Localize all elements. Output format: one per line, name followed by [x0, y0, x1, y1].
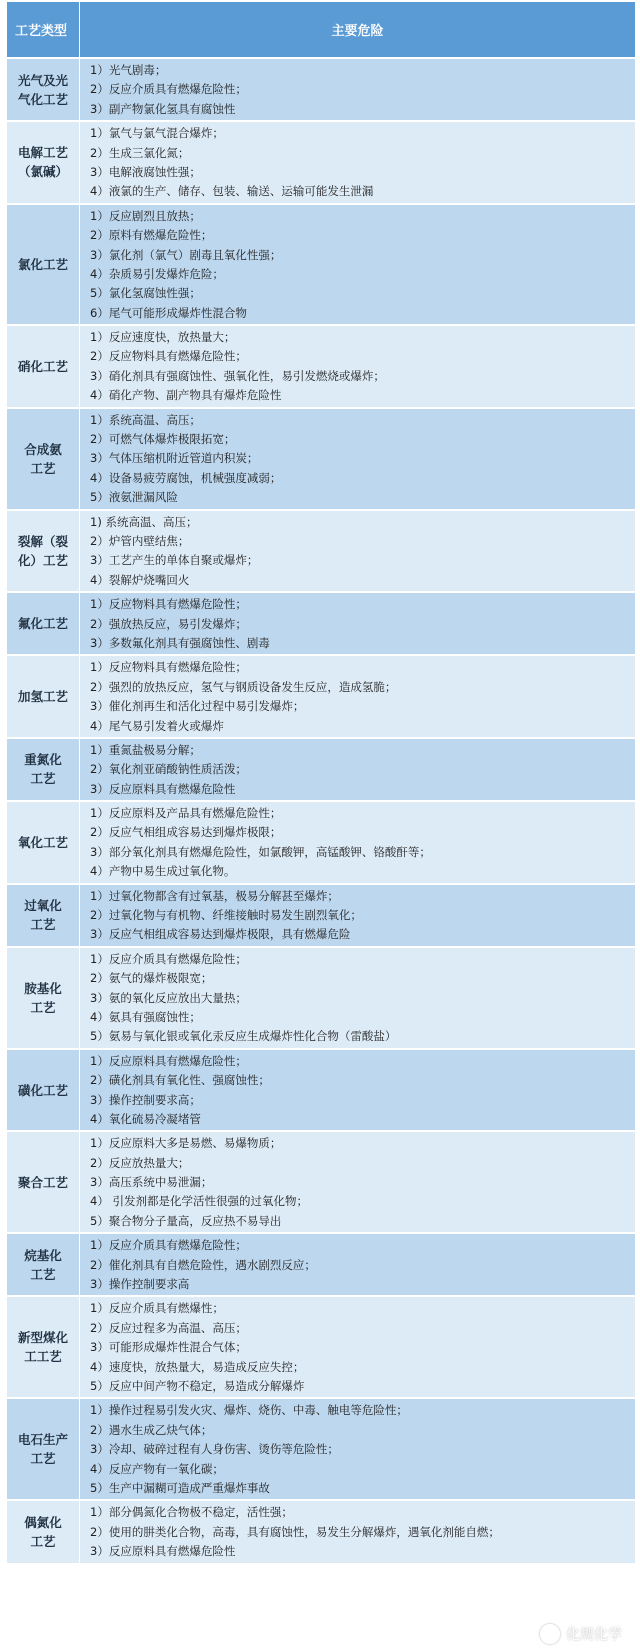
hazard-list — [80, 656, 635, 737]
hazard-item: 5）聚合物分子量高，反应热不易导出 — [90, 1213, 282, 1228]
hazard-item: 2）反应过程多为高温、高压； — [90, 1320, 247, 1335]
hazard-list — [80, 948, 635, 1048]
hazard-item: 2）过氧化物与有机物、纤维接触时易发生剧烈氧化； — [90, 908, 362, 923]
process-type-cell: 氟化工艺 — [7, 593, 80, 654]
hazard-list — [80, 122, 635, 203]
hazard-item: 5）氯化氢腐蚀性强； — [90, 286, 201, 301]
table-row — [7, 326, 635, 409]
hazard-list — [80, 802, 635, 883]
process-type-cell: 胺基化 工艺 — [7, 948, 80, 1048]
header-process-type: 工艺类型 — [7, 2, 80, 57]
hazard-item: 1）操作过程易引发火灾、爆炸、烧伤、中毒、触电等危险性； — [90, 1403, 408, 1418]
process-type-cell: 电石生产 工艺 — [7, 1399, 80, 1499]
process-type-cell: 过氧化 工艺 — [7, 885, 80, 946]
hazard-item: 4）产物中易生成过氧化物。 — [90, 864, 236, 879]
hazard-list — [80, 1234, 635, 1295]
hazard-list — [80, 59, 635, 120]
process-type-cell: 偶氮化 工艺 — [7, 1501, 80, 1562]
hazard-list — [80, 739, 635, 800]
hazard-item: 4）反应产物有一氧化碳； — [90, 1461, 224, 1476]
hazard-item: 4）裂解炉烧嘴回火 — [90, 572, 190, 587]
hazard-item: 3）气体压缩机附近管道内积炭； — [90, 451, 259, 466]
hazard-item: 5）氨易与氧化银或氧化汞反应生成爆炸性化合物（雷酸盐） — [90, 1029, 397, 1044]
process-type-cell: 聚合工艺 — [7, 1132, 80, 1232]
table-row — [7, 1501, 635, 1564]
hazard-item: 3）氯化剂（氯气）剧毒且氧化性强； — [90, 247, 282, 262]
hazard-item: 1）系统高温、高压； — [90, 412, 201, 427]
hazard-item: 2）催化剂具有自燃危险性，遇水剧烈反应； — [90, 1257, 316, 1272]
hazard-item: 2）反应放热量大； — [90, 1155, 190, 1170]
table-row — [7, 1399, 635, 1501]
hazard-item: 1）反应原料及产品具有燃爆危险性； — [90, 806, 282, 821]
process-type-cell: 裂解（裂 化）工艺 — [7, 511, 80, 592]
hazard-item: 1）反应介质具有燃爆危险性； — [90, 951, 247, 966]
process-type-cell: 新型煤化 工工艺 — [7, 1297, 80, 1397]
table-row — [7, 1132, 635, 1234]
hazard-list — [80, 205, 635, 324]
process-type-cell: 加氢工艺 — [7, 656, 80, 737]
hazard-item: 3）多数氟化剂具有强腐蚀性、剧毒 — [90, 635, 270, 650]
hazard-item: 2）氨气的爆炸极限宽； — [90, 971, 213, 986]
process-type-cell: 光气及光 气化工艺 — [7, 59, 80, 120]
hazard-item: 1）反应介质具有燃爆危险性； — [90, 1238, 247, 1253]
table-row — [7, 948, 635, 1050]
table-row — [7, 122, 635, 205]
process-type-cell: 氧化工艺 — [7, 802, 80, 883]
table-row — [7, 511, 635, 594]
table-row — [7, 1050, 635, 1133]
hazard-item: 3）工艺产生的单体自聚或爆炸； — [90, 553, 259, 568]
hazard-item: 2）反应气相组成容易达到爆炸极限； — [90, 825, 282, 840]
hazard-item: 4）氧化硫易冷凝堵管 — [90, 1111, 201, 1126]
hazard-item: 1）光气剧毒； — [90, 63, 167, 77]
hazard-item: 2）磺化剂具有氧化性、强腐蚀性； — [90, 1073, 270, 1088]
hazard-list — [80, 409, 635, 509]
hazard-item: 1）反应原料具有燃爆危险性； — [90, 1053, 247, 1068]
hazard-item: 3）高压系统中易泄漏； — [90, 1175, 213, 1190]
hazard-item: 1）氯气与氯气混合爆炸； — [90, 126, 224, 141]
hazard-item: 1）反应速度快，放热量大； — [90, 330, 236, 345]
process-type-cell: 烷基化 工艺 — [7, 1234, 80, 1295]
process-type-cell: 合成氨 工艺 — [7, 409, 80, 509]
hazard-item: 2）生成三氯化氮； — [90, 145, 190, 160]
hazard-item: 1）反应剧烈且放热； — [90, 208, 201, 223]
table-row — [7, 1234, 635, 1297]
hazard-item: 4） 引发剂都是化学活性很强的过氧化物； — [90, 1194, 308, 1209]
hazard-item: 2）原料有燃爆危险性； — [90, 228, 213, 243]
hazard-item: 1) 系统高温、高压； — [90, 514, 198, 529]
hazard-item: 2）强烈的放热反应，氢气与钢质设备发生反应，造成氢脆； — [90, 679, 397, 694]
hazard-list — [80, 1297, 635, 1397]
hazard-list — [80, 593, 635, 654]
hazard-list — [80, 1501, 635, 1562]
hazard-item: 4）液氯的生产、储存、包装、输送、运输可能发生泄漏 — [90, 184, 374, 199]
hazard-item: 1）过氧化物都含有过氧基，极易分解甚至爆炸； — [90, 888, 339, 903]
hazard-item: 5）反应中间产物不稳定，易造成分解爆炸 — [90, 1379, 305, 1393]
hazard-item: 5）液氨泄漏风险 — [90, 490, 178, 505]
hazard-item: 4）尾气易引发着火或爆炸 — [90, 718, 224, 733]
hazard-item: 3）反应气相组成容易达到爆炸极限，具有燃爆危险 — [90, 927, 351, 942]
hazard-item: 4）硝化产物、副产物具有爆炸危险性 — [90, 388, 282, 403]
hazard-item: 3）部分氧化剂具有燃爆危险性，如氯酸钾，高锰酸钾、铬酸酐等； — [90, 844, 431, 859]
hazard-item: 1）反应物料具有燃爆危险性； — [90, 660, 247, 675]
hazard-item: 3）可能形成爆炸性混合气体； — [90, 1340, 247, 1355]
hazard-list — [80, 1399, 635, 1499]
hazard-item: 4）氨具有强腐蚀性； — [90, 1009, 201, 1024]
hazard-item: 2）反应介质具有燃爆危险性； — [90, 82, 247, 97]
watermark-text: 化规化学 — [566, 1627, 622, 1643]
hazard-item: 3）冷却、破碎过程有人身伤害、烫伤等危险性； — [90, 1442, 339, 1457]
hazard-item: 1）部分偶氮化合物极不稳定，活性强； — [90, 1505, 293, 1520]
hazard-item: 2）遇水生成乙炔气体； — [90, 1422, 213, 1437]
table-row — [7, 656, 635, 739]
hazard-item: 3）催化剂再生和活化过程中易引发爆炸； — [90, 699, 305, 714]
hazard-list — [80, 326, 635, 407]
hazard-item: 3）反应原料具有燃爆危险性 — [90, 1544, 236, 1559]
hazard-item: 4）杂质易引发爆炸危险； — [90, 266, 224, 281]
hazard-list — [80, 885, 635, 946]
hazard-item: 4）设备易疲劳腐蚀，机械强度减弱； — [90, 470, 282, 485]
hazard-item: 3）操作控制要求高 — [90, 1277, 190, 1292]
hazard-item: 2）强放热反应，易引发爆炸； — [90, 616, 247, 631]
hazard-list — [80, 1132, 635, 1232]
table-row — [7, 59, 635, 122]
hazard-item: 3）副产物氯化氢具有腐蚀性 — [90, 101, 236, 116]
hazard-item: 1）重氮盐极易分解； — [90, 742, 201, 757]
table-row — [7, 205, 635, 326]
process-type-cell: 重氮化 工艺 — [7, 739, 80, 800]
process-type-cell: 电解工艺 （氯碱） — [7, 122, 80, 203]
hazard-item: 2）炉管内壁结焦； — [90, 533, 190, 548]
table-row — [7, 739, 635, 802]
hazard-item: 5）生产中漏糊可造成严重爆炸事故 — [90, 1480, 270, 1495]
hazard-item: 3）电解液腐蚀性强； — [90, 164, 201, 179]
hazard-item: 3）硝化剂具有强腐蚀性、强氧化性，易引发燃烧或爆炸； — [90, 368, 385, 383]
process-type-cell: 磺化工艺 — [7, 1050, 80, 1131]
hazard-item: 2）氧化剂亚硝酸钠性质活泼； — [90, 762, 247, 777]
hazard-item: 3）反应原料具有燃爆危险性 — [90, 781, 236, 796]
process-type-cell: 硝化工艺 — [7, 326, 80, 407]
table-row — [7, 1297, 635, 1399]
hazard-item: 2）反应物料具有燃爆危险性； — [90, 349, 247, 364]
process-type-cell: 氯化工艺 — [7, 205, 80, 324]
hazard-item: 3）氨的氧化反应放出大量热； — [90, 990, 247, 1005]
table-row — [7, 593, 635, 656]
hazard-item: 2）使用的肼类化合物，高毒，具有腐蚀性，易发生分解爆炸，遇氧化剂能自燃； — [90, 1524, 500, 1539]
hazard-list — [80, 511, 635, 592]
hazard-item: 3）操作控制要求高； — [90, 1092, 201, 1107]
hazard-item: 1）反应介质具有燃爆性； — [90, 1301, 224, 1316]
table-row — [7, 409, 635, 511]
hazard-item: 4）速度快，放热量大，易造成反应失控； — [90, 1359, 305, 1374]
wechat-logo-icon — [540, 1624, 560, 1644]
table-row — [7, 885, 635, 948]
table-header — [7, 2, 635, 59]
watermark — [540, 1624, 622, 1644]
table-body — [7, 59, 635, 1565]
table-row — [7, 802, 635, 885]
hazard-item: 1）反应物料具有燃爆危险性； — [90, 597, 247, 612]
hazard-item: 2）可燃气体爆炸极限拓宽； — [90, 432, 236, 447]
hazard-item: 6）尾气可能形成爆炸性混合物 — [90, 305, 247, 320]
hazard-list — [80, 1050, 635, 1131]
hazard-item: 1）反应原料大多是易燃、易爆物质； — [90, 1136, 282, 1151]
hazard-table — [6, 2, 635, 1565]
header-main-hazards: 主要危险 — [331, 24, 384, 39]
